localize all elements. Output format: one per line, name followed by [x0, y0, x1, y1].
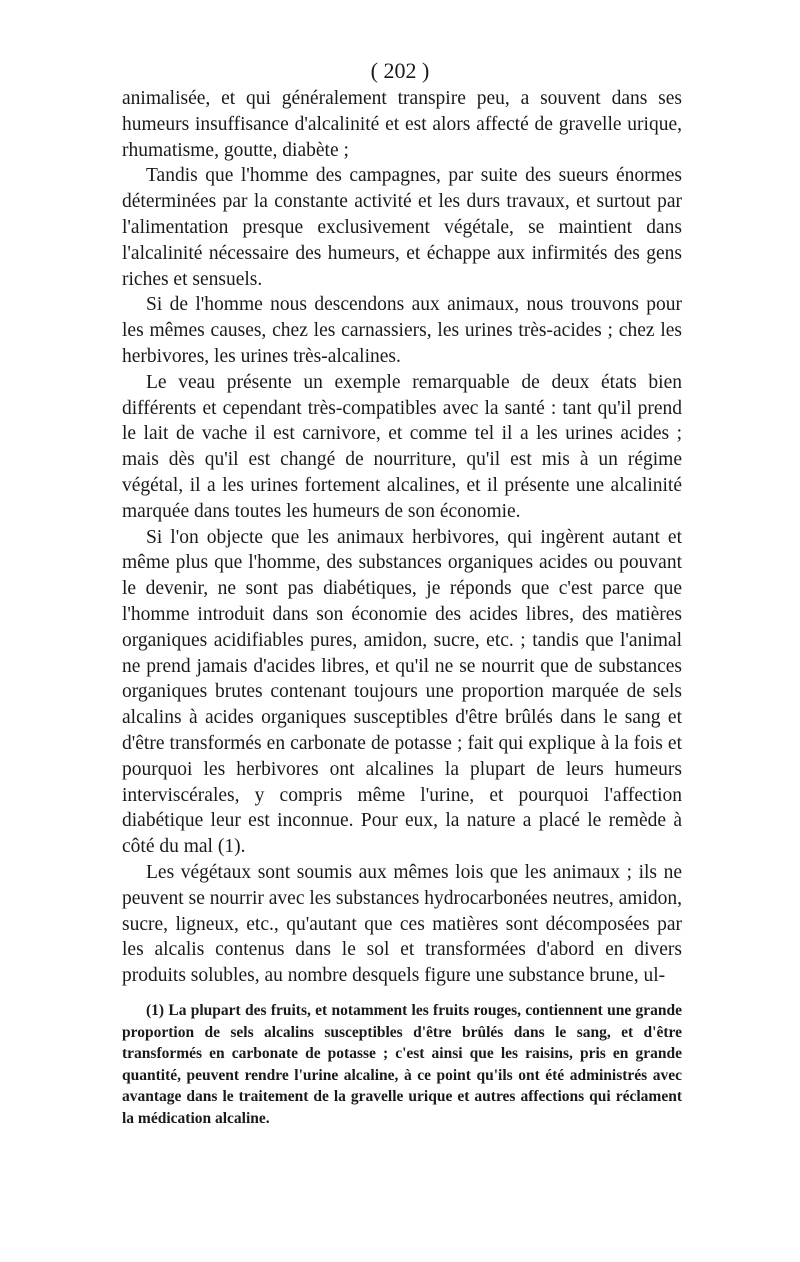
main-text [122, 86, 682, 989]
paragraph: Tandis que l'homme des campagnes, par suite des sueurs énormes déterminées par la constante activité et les durs travaux, et surtout par l'alimentation presque exclusivement végétale, se maintient dans l'alcalinité nécessaire des humeurs, et échappe aux infirmités des gens riches et sensuels. [122, 165, 682, 290]
footnote-text: (1) La plupart des fruits, et notamment les fruits rouges, contiennent une grande proportion de sels alcalins susceptibles d'être brûlés dans le sang, et d'être transformés en carbonate de potasse ; c'est ainsi que les raisins, pris en grande quantité, peuvent rendre l'urine alcaline, à ce point qu'ils ont été administrés avec avantage dans le traitement de la gravelle urique et autres affections qui réclament la médication alcaline. [122, 1002, 682, 1127]
paragraph: Si l'on objecte que les animaux herbivores, qui ingèrent autant et même plus que l'homme, des substances organiques acides ou pouvant le devenir, ne sont pas diabétiques, je réponds que c'est parce que l'homme introduit dans son économie des acides libres, des matières organiques acidifiables pures, amidon, sucre, etc. ; tandis que l'animal ne prend jamais d'acides libres, et qu'il ne se nourrit que de substances organiques brutes contenant toujours une proportion marquée de sels alcalins à acides organiques susceptibles d'être brûlés dans le sang et d'être transformés en carbonate de potasse ; fait qui explique à la fois et pourquoi les herbivores ont alcalines la plupart de leurs humeurs interviscérales, y compris même l'urine, et pourquoi l'affection diabétique leur est inconnue. Pour eux, la nature a placé le remède à côté du mal (1). [122, 526, 682, 858]
paragraph: Si de l'homme nous descendons aux animaux, nous trouvons pour les mêmes causes, chez les carnassiers, les urines très-acides ; chez les herbivores, les urines très-alcalines. [122, 294, 682, 367]
footnote [122, 1000, 682, 1130]
paragraph: Les végétaux sont soumis aux mêmes lois que les animaux ; ils ne peuvent se nourrir avec les substances hydrocarbonées neutres, amidon, sucre, ligneux, etc., qu'autant que ces matières sont décomposées par les alcalis contenus dans le sol et transformées d'abord en divers produits solubles, au nombre desquels figure une substance brune, ul- [122, 861, 682, 987]
page-number: ( 202 ) [370, 58, 430, 83]
paragraph: Le veau présente un exemple remarquable de deux états bien différents et cependant très-compatibles avec la santé : tant qu'il prend le lait de vache il est carnivore, et comme tel il a les urines acides ; mais dès qu'il est changé de nourriture, qu'il est mis à un régime végétal, il a les urines fortement alcalines, et il présente une alcalinité marquée dans toutes les humeurs de son économie. [122, 371, 682, 522]
paragraph-continuation: animalisée, et qui généralement transpire peu, a souvent dans ses humeurs insuffisance d'alcalinité et est alors affecté de gravelle urique, rhumatisme, goutte, diabète ; [122, 88, 682, 161]
